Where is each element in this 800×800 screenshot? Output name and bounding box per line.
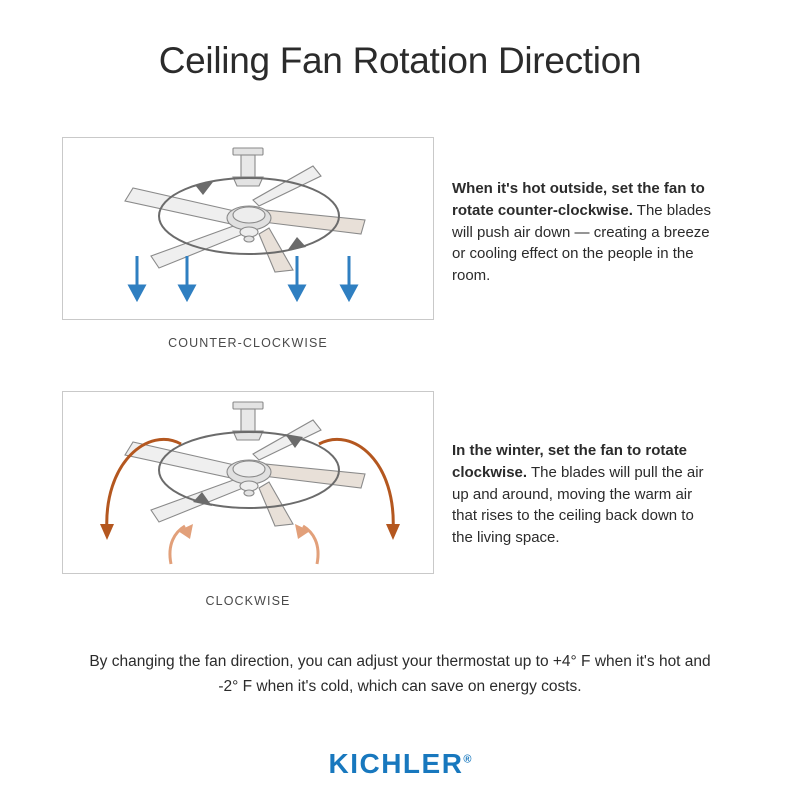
description-counter-clockwise-rest: The blades will push air down — creating a breeze or cooling effect on the people in the room. [452,201,712,284]
footnote-text: By changing the fan direction, you can adjust your thermostat up to +4° F when it's hot and -2° F when it's cold, which can save on energy costs. [89,653,711,695]
caption-counter-clockwise: COUNTER-CLOCKWISE [168,336,328,350]
description-counter-clockwise [452,178,712,287]
ceiling-fan-illustration-counter-clockwise [63,138,433,319]
page-title: Ceiling Fan Rotation Direction [158,40,642,81]
ceiling-fan-illustration-clockwise [63,392,433,573]
description-clockwise-rest: The blades will pull the air up and around, moving the warm air that rises to the ceiling back down to the living space. [452,463,704,546]
diagram-panel-counter-clockwise [62,137,434,320]
airflow-arrows-up [170,526,318,564]
diagram-panel-clockwise [62,391,434,574]
description-clockwise [452,440,712,549]
rotation-arrowhead [287,237,306,251]
description-clockwise-bold: In the winter, set the fan to rotate clockwise. [452,442,688,481]
registered-trademark-icon: ® [463,753,472,766]
brand-logo [0,748,800,780]
description-counter-clockwise-bold: When it's hot outside, set the fan to rotate counter-clockwise. [452,180,705,219]
caption-clockwise: CLOCKWISE [205,594,291,608]
brand-name: KICHLER [328,748,464,779]
